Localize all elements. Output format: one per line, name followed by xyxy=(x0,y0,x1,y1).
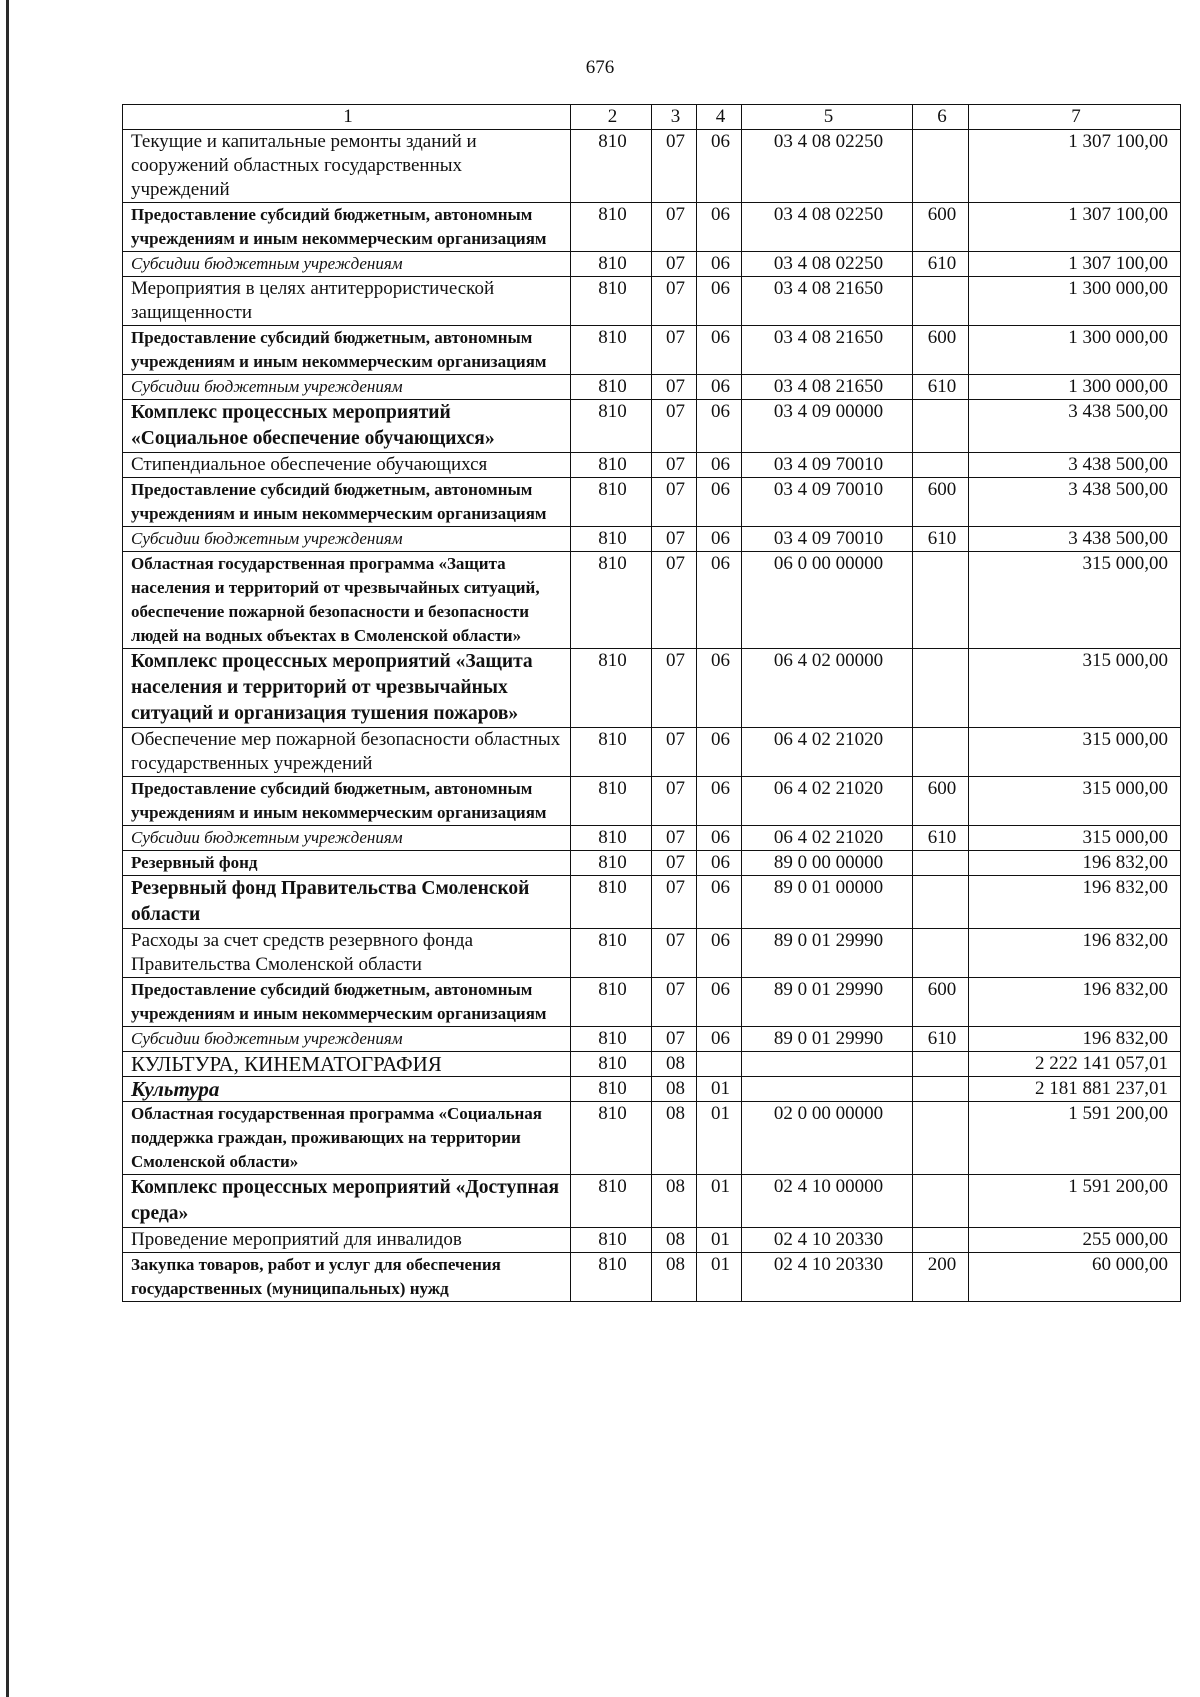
row-name: Обеспечение мер пожарной безопасности областных государственных учреждений xyxy=(123,728,571,777)
table-row xyxy=(123,527,1181,552)
row-name: Предоставление субсидий бюджетным, автономным учреждениям и иным некоммерческим организациям xyxy=(123,203,571,252)
row-section-code: 07 xyxy=(652,375,697,400)
row-target-code: 03 4 08 02250 xyxy=(742,130,913,203)
row-amount: 196 832,00 xyxy=(969,876,1181,929)
row-target-code: 06 0 00 00000 xyxy=(742,552,913,649)
row-section-code: 08 xyxy=(652,1253,697,1302)
row-ministry-code: 810 xyxy=(571,203,652,252)
row-expense-type: 610 xyxy=(913,1027,969,1052)
table-row xyxy=(123,929,1181,978)
row-subsection-code: 01 xyxy=(697,1228,742,1253)
row-expense-type: 610 xyxy=(913,252,969,277)
row-subsection-code: 06 xyxy=(697,552,742,649)
row-ministry-code: 810 xyxy=(571,1027,652,1052)
row-amount: 1 300 000,00 xyxy=(969,277,1181,326)
row-subsection-code: 06 xyxy=(697,826,742,851)
row-name: КУЛЬТУРА, КИНЕМАТОГРАФИЯ xyxy=(123,1052,571,1077)
row-ministry-code: 810 xyxy=(571,478,652,527)
row-ministry-code: 810 xyxy=(571,1077,652,1102)
column-header: 7 xyxy=(969,105,1181,130)
row-subsection-code: 06 xyxy=(697,527,742,552)
row-target-code: 02 0 00 00000 xyxy=(742,1102,913,1175)
row-name: Резервный фонд Правительства Смоленской области xyxy=(123,876,571,929)
row-section-code: 07 xyxy=(652,777,697,826)
row-expense-type: 610 xyxy=(913,826,969,851)
row-amount: 3 438 500,00 xyxy=(969,453,1181,478)
row-expense-type xyxy=(913,728,969,777)
row-ministry-code: 810 xyxy=(571,978,652,1027)
column-header: 1 xyxy=(123,105,571,130)
row-section-code: 07 xyxy=(652,876,697,929)
row-section-code: 07 xyxy=(652,453,697,478)
column-header: 3 xyxy=(652,105,697,130)
table-row xyxy=(123,252,1181,277)
row-expense-type xyxy=(913,277,969,326)
row-section-code: 07 xyxy=(652,326,697,375)
row-ministry-code: 810 xyxy=(571,649,652,728)
row-section-code: 08 xyxy=(652,1228,697,1253)
row-ministry-code: 810 xyxy=(571,375,652,400)
row-target-code: 03 4 09 70010 xyxy=(742,527,913,552)
row-target-code: 06 4 02 21020 xyxy=(742,728,913,777)
table-row xyxy=(123,876,1181,929)
row-target-code: 89 0 01 29990 xyxy=(742,929,913,978)
row-name: Резервный фонд xyxy=(123,851,571,876)
row-section-code: 07 xyxy=(652,478,697,527)
row-expense-type xyxy=(913,876,969,929)
row-subsection-code: 06 xyxy=(697,851,742,876)
table-row xyxy=(123,728,1181,777)
table-row xyxy=(123,826,1181,851)
row-section-code: 07 xyxy=(652,552,697,649)
row-expense-type xyxy=(913,649,969,728)
row-ministry-code: 810 xyxy=(571,876,652,929)
row-section-code: 07 xyxy=(652,130,697,203)
column-header-row xyxy=(123,105,1181,130)
table-row xyxy=(123,203,1181,252)
row-expense-type xyxy=(913,453,969,478)
row-ministry-code: 810 xyxy=(571,130,652,203)
table-row xyxy=(123,400,1181,453)
column-header: 2 xyxy=(571,105,652,130)
table-row xyxy=(123,453,1181,478)
row-target-code xyxy=(742,1077,913,1102)
row-subsection-code: 06 xyxy=(697,1027,742,1052)
row-section-code: 07 xyxy=(652,252,697,277)
row-name: Комплекс процессных мероприятий «Доступная среда» xyxy=(123,1175,571,1228)
row-subsection-code: 01 xyxy=(697,1077,742,1102)
row-amount: 1 300 000,00 xyxy=(969,326,1181,375)
budget-table xyxy=(122,104,1181,1302)
row-name: Комплекс процессных мероприятий «Защита населения и территорий от чрезвычайных ситуаций и организация тушения пожаров» xyxy=(123,649,571,728)
row-expense-type xyxy=(913,1052,969,1077)
row-target-code: 03 4 08 02250 xyxy=(742,252,913,277)
table-row xyxy=(123,277,1181,326)
row-name: Субсидии бюджетным учреждениям xyxy=(123,826,571,851)
row-ministry-code: 810 xyxy=(571,453,652,478)
column-header: 6 xyxy=(913,105,969,130)
table-row xyxy=(123,375,1181,400)
row-expense-type: 610 xyxy=(913,375,969,400)
row-expense-type: 600 xyxy=(913,478,969,527)
row-subsection-code: 01 xyxy=(697,1175,742,1228)
scan-edge-line xyxy=(6,0,9,1697)
row-expense-type xyxy=(913,400,969,453)
row-ministry-code: 810 xyxy=(571,252,652,277)
row-section-code: 08 xyxy=(652,1102,697,1175)
row-section-code: 07 xyxy=(652,649,697,728)
row-ministry-code: 810 xyxy=(571,326,652,375)
row-target-code: 89 0 01 29990 xyxy=(742,978,913,1027)
row-name: Проведение мероприятий для инвалидов xyxy=(123,1228,571,1253)
row-amount: 315 000,00 xyxy=(969,552,1181,649)
row-section-code: 07 xyxy=(652,978,697,1027)
table-row xyxy=(123,552,1181,649)
row-target-code: 02 4 10 20330 xyxy=(742,1253,913,1302)
row-section-code: 07 xyxy=(652,728,697,777)
column-header: 5 xyxy=(742,105,913,130)
row-amount: 1 307 100,00 xyxy=(969,252,1181,277)
row-section-code: 07 xyxy=(652,527,697,552)
row-section-code: 08 xyxy=(652,1175,697,1228)
row-amount: 3 438 500,00 xyxy=(969,527,1181,552)
row-section-code: 07 xyxy=(652,929,697,978)
row-name: Предоставление субсидий бюджетным, автономным учреждениям и иным некоммерческим организациям xyxy=(123,978,571,1027)
row-expense-type xyxy=(913,130,969,203)
row-subsection-code: 06 xyxy=(697,777,742,826)
row-target-code: 03 4 09 70010 xyxy=(742,478,913,527)
row-subsection-code: 06 xyxy=(697,876,742,929)
row-target-code xyxy=(742,1052,913,1077)
row-expense-type xyxy=(913,1175,969,1228)
row-target-code: 02 4 10 00000 xyxy=(742,1175,913,1228)
row-name: Мероприятия в целях антитеррористической защищенности xyxy=(123,277,571,326)
row-ministry-code: 810 xyxy=(571,1175,652,1228)
table-row xyxy=(123,1253,1181,1302)
row-expense-type xyxy=(913,1102,969,1175)
row-amount: 1 300 000,00 xyxy=(969,375,1181,400)
row-amount: 1 591 200,00 xyxy=(969,1102,1181,1175)
row-subsection-code: 01 xyxy=(697,1253,742,1302)
row-ministry-code: 810 xyxy=(571,1052,652,1077)
row-subsection-code: 06 xyxy=(697,728,742,777)
row-subsection-code: 06 xyxy=(697,130,742,203)
row-subsection-code: 06 xyxy=(697,326,742,375)
row-ministry-code: 810 xyxy=(571,277,652,326)
row-target-code: 03 4 08 21650 xyxy=(742,326,913,375)
row-subsection-code: 01 xyxy=(697,1102,742,1175)
row-name: Областная государственная программа «Защита населения и территорий от чрезвычайных ситуаций, обеспечение пожарной безопасности и безопасности людей на водных объектах в Смоленской области» xyxy=(123,552,571,649)
row-target-code: 03 4 08 21650 xyxy=(742,277,913,326)
row-name: Предоставление субсидий бюджетным, автономным учреждениям и иным некоммерческим организациям xyxy=(123,777,571,826)
row-target-code: 03 4 08 02250 xyxy=(742,203,913,252)
row-expense-type: 600 xyxy=(913,326,969,375)
row-name: Субсидии бюджетным учреждениям xyxy=(123,1027,571,1052)
row-ministry-code: 810 xyxy=(571,552,652,649)
row-target-code: 03 4 09 00000 xyxy=(742,400,913,453)
row-amount: 3 438 500,00 xyxy=(969,478,1181,527)
page-number: 676 xyxy=(585,57,615,78)
row-name: Расходы за счет средств резервного фонда Правительства Смоленской области xyxy=(123,929,571,978)
row-name: Закупка товаров, работ и услуг для обеспечения государственных (муниципальных) нужд xyxy=(123,1253,571,1302)
row-expense-type: 600 xyxy=(913,777,969,826)
row-ministry-code: 810 xyxy=(571,1228,652,1253)
row-subsection-code: 06 xyxy=(697,649,742,728)
row-name: Стипендиальное обеспечение обучающихся xyxy=(123,453,571,478)
row-amount: 196 832,00 xyxy=(969,1027,1181,1052)
table-row xyxy=(123,1175,1181,1228)
row-ministry-code: 810 xyxy=(571,929,652,978)
row-ministry-code: 810 xyxy=(571,1253,652,1302)
row-subsection-code: 06 xyxy=(697,929,742,978)
table-row xyxy=(123,851,1181,876)
row-target-code: 06 4 02 00000 xyxy=(742,649,913,728)
table-row xyxy=(123,1228,1181,1253)
row-expense-type: 600 xyxy=(913,203,969,252)
row-name: Предоставление субсидий бюджетным, автономным учреждениям и иным некоммерческим организациям xyxy=(123,326,571,375)
row-target-code: 06 4 02 21020 xyxy=(742,777,913,826)
row-target-code: 89 0 01 29990 xyxy=(742,1027,913,1052)
row-amount: 3 438 500,00 xyxy=(969,400,1181,453)
row-section-code: 08 xyxy=(652,1052,697,1077)
row-ministry-code: 810 xyxy=(571,1102,652,1175)
row-name: Областная государственная программа «Социальная поддержка граждан, проживающих на территории Смоленской области» xyxy=(123,1102,571,1175)
row-subsection-code: 06 xyxy=(697,277,742,326)
row-section-code: 08 xyxy=(652,1077,697,1102)
row-amount: 196 832,00 xyxy=(969,929,1181,978)
row-ministry-code: 810 xyxy=(571,527,652,552)
row-ministry-code: 810 xyxy=(571,400,652,453)
row-ministry-code: 810 xyxy=(571,728,652,777)
row-subsection-code xyxy=(697,1052,742,1077)
row-amount: 60 000,00 xyxy=(969,1253,1181,1302)
row-amount: 315 000,00 xyxy=(969,777,1181,826)
row-target-code: 03 4 09 70010 xyxy=(742,453,913,478)
row-target-code: 02 4 10 20330 xyxy=(742,1228,913,1253)
row-name: Субсидии бюджетным учреждениям xyxy=(123,375,571,400)
row-ministry-code: 810 xyxy=(571,777,652,826)
row-subsection-code: 06 xyxy=(697,400,742,453)
table-row xyxy=(123,130,1181,203)
row-target-code: 89 0 00 00000 xyxy=(742,851,913,876)
table-row xyxy=(123,1102,1181,1175)
row-name: Комплекс процессных мероприятий «Социальное обеспечение обучающихся» xyxy=(123,400,571,453)
row-expense-type xyxy=(913,1228,969,1253)
row-expense-type xyxy=(913,851,969,876)
row-amount: 2 222 141 057,01 xyxy=(969,1052,1181,1077)
row-expense-type: 600 xyxy=(913,978,969,1027)
row-section-code: 07 xyxy=(652,1027,697,1052)
table-row xyxy=(123,1077,1181,1102)
row-amount: 315 000,00 xyxy=(969,649,1181,728)
row-amount: 1 591 200,00 xyxy=(969,1175,1181,1228)
row-name: Субсидии бюджетным учреждениям xyxy=(123,252,571,277)
row-target-code: 89 0 01 00000 xyxy=(742,876,913,929)
row-subsection-code: 06 xyxy=(697,978,742,1027)
row-target-code: 06 4 02 21020 xyxy=(742,826,913,851)
row-section-code: 07 xyxy=(652,826,697,851)
row-subsection-code: 06 xyxy=(697,203,742,252)
table-row xyxy=(123,326,1181,375)
table-row xyxy=(123,478,1181,527)
table-row xyxy=(123,1027,1181,1052)
row-subsection-code: 06 xyxy=(697,375,742,400)
row-ministry-code: 810 xyxy=(571,851,652,876)
row-amount: 255 000,00 xyxy=(969,1228,1181,1253)
table-row xyxy=(123,978,1181,1027)
row-name: Культура xyxy=(123,1077,571,1102)
row-amount: 315 000,00 xyxy=(969,728,1181,777)
column-header: 4 xyxy=(697,105,742,130)
row-amount: 196 832,00 xyxy=(969,978,1181,1027)
row-section-code: 07 xyxy=(652,203,697,252)
row-target-code: 03 4 08 21650 xyxy=(742,375,913,400)
row-ministry-code: 810 xyxy=(571,826,652,851)
row-subsection-code: 06 xyxy=(697,478,742,527)
row-name: Текущие и капитальные ремонты зданий и сооружений областных государственных учреждений xyxy=(123,130,571,203)
row-amount: 1 307 100,00 xyxy=(969,203,1181,252)
row-section-code: 07 xyxy=(652,851,697,876)
row-subsection-code: 06 xyxy=(697,252,742,277)
row-section-code: 07 xyxy=(652,400,697,453)
row-expense-type: 610 xyxy=(913,527,969,552)
row-expense-type xyxy=(913,552,969,649)
row-section-code: 07 xyxy=(652,277,697,326)
row-amount: 315 000,00 xyxy=(969,826,1181,851)
row-name: Предоставление субсидий бюджетным, автономным учреждениям и иным некоммерческим организациям xyxy=(123,478,571,527)
row-name: Субсидии бюджетным учреждениям xyxy=(123,527,571,552)
row-amount: 1 307 100,00 xyxy=(969,130,1181,203)
row-expense-type xyxy=(913,929,969,978)
table-row xyxy=(123,649,1181,728)
row-expense-type: 200 xyxy=(913,1253,969,1302)
row-subsection-code: 06 xyxy=(697,453,742,478)
table-row xyxy=(123,777,1181,826)
row-expense-type xyxy=(913,1077,969,1102)
row-amount: 196 832,00 xyxy=(969,851,1181,876)
table-row xyxy=(123,1052,1181,1077)
row-amount: 2 181 881 237,01 xyxy=(969,1077,1181,1102)
